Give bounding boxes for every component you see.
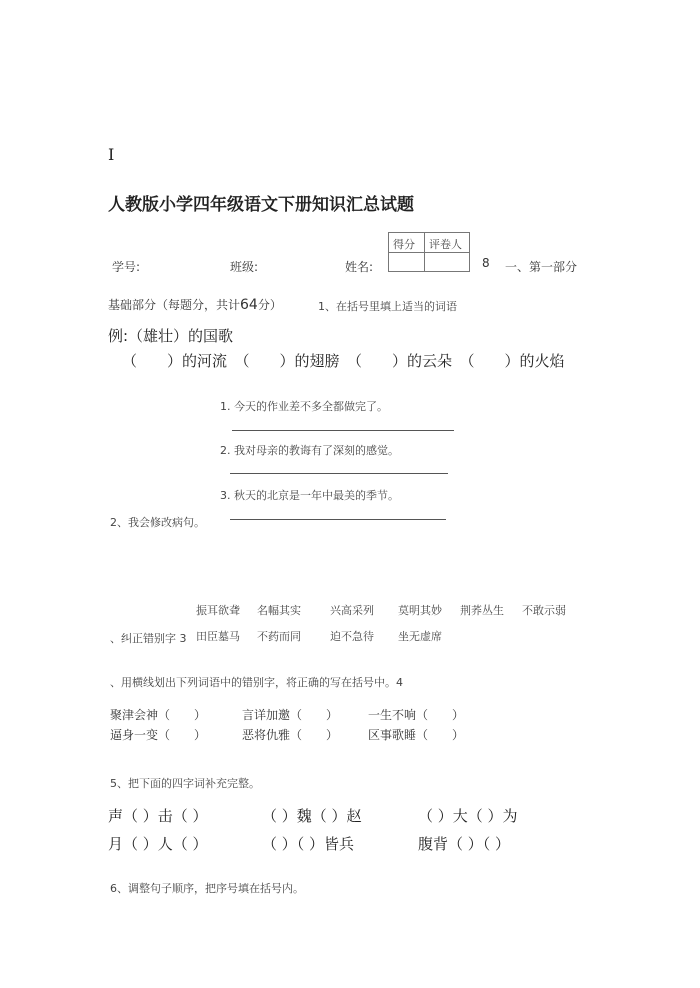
fill-in-row: （ ）的河流 （ ）的翅膀 （ ）的云朵 （ ）的火焰 bbox=[122, 352, 565, 370]
question-4: 、用横线划出下列词语中的错别字，将正确的写在括号中。4 bbox=[110, 676, 403, 689]
score-table-divider bbox=[389, 252, 469, 253]
sentence-1: 1. 今天的作业差不多全都做完了。 bbox=[220, 400, 388, 413]
score-label: 得分 bbox=[393, 238, 415, 251]
question-3: 、纠正错别字 3 bbox=[110, 632, 187, 645]
q4-row2-2: 恶将仇雅（ ） bbox=[242, 728, 339, 742]
grader-label: 评卷人 bbox=[429, 238, 462, 251]
score-table bbox=[388, 232, 470, 272]
question-2: 2、我会修改病句。 bbox=[110, 516, 205, 529]
sentence-2: 2. 我对母亲的教诲有了深刻的感觉。 bbox=[220, 444, 399, 457]
q4-row2-1: 逼身一变（ ） bbox=[110, 728, 207, 742]
basics-tail: 分） bbox=[257, 298, 282, 312]
page-title: 人教版小学四年级语文下册知识汇总试题 bbox=[108, 195, 414, 215]
q4-row1-1: 聚津会神（ ） bbox=[110, 708, 207, 722]
idiom-row2-3: 迫不急待 bbox=[330, 630, 374, 643]
idiom-row1-2: 名幅其实 bbox=[257, 604, 301, 617]
number-8: 8 bbox=[482, 256, 490, 270]
idiom-row1-6: 不敢示弱 bbox=[522, 604, 566, 617]
basics-text: 基础部分（每题分，共计 bbox=[108, 298, 241, 312]
q5-row2-2: （ ）（ ）皆兵 bbox=[262, 835, 355, 853]
q5-row1-3: （ ）大（ ）为 bbox=[418, 807, 518, 825]
question-1: 1、在括号里填上适当的词语 bbox=[318, 300, 457, 313]
student-no-label: 学号: bbox=[112, 260, 141, 274]
question-5: 5、把下面的四字词补充完整。 bbox=[110, 777, 260, 790]
sentence-3: 3. 秋天的北京是一年中最美的季节。 bbox=[220, 489, 399, 502]
idiom-row1-1: 振耳欲聋 bbox=[196, 604, 240, 617]
q5-row1-1: 声（ ）击（ ） bbox=[108, 807, 208, 825]
class-label: 班级: bbox=[230, 260, 259, 274]
idiom-row1-4: 莫明其妙 bbox=[398, 604, 442, 617]
idiom-row2-4: 坐无虚席 bbox=[398, 630, 442, 643]
basics-label bbox=[108, 296, 282, 313]
idiom-row2-1: 田臣墓马 bbox=[196, 630, 240, 643]
idiom-row1-3: 兴高采列 bbox=[330, 604, 374, 617]
q5-row2-3: 腹背（ ）（ ） bbox=[418, 835, 511, 853]
name-label: 姓名: bbox=[345, 260, 374, 274]
question-6: 6、调整句子顺序，把序号填在括号内。 bbox=[110, 882, 304, 895]
q4-row1-3: 一生不响（ ） bbox=[368, 708, 465, 722]
answer-line-3 bbox=[230, 519, 446, 520]
section-mark: I bbox=[108, 145, 115, 164]
answer-line-2 bbox=[230, 473, 448, 474]
idiom-row1-5: 荆荞丛生 bbox=[460, 604, 504, 617]
example-text: 例:（雄壮）的国歌 bbox=[108, 327, 234, 345]
q5-row2-1: 月（ ）人（ ） bbox=[108, 835, 208, 853]
basics-points: 64 bbox=[240, 297, 258, 313]
q5-row1-2: （ ）魏（ ）赵 bbox=[262, 807, 362, 825]
section-one-label: 一、第一部分 bbox=[505, 260, 578, 274]
q4-row1-2: 言详加邀（ ） bbox=[242, 708, 339, 722]
idiom-row2-2: 不药而同 bbox=[257, 630, 301, 643]
q4-row2-3: 区事歌睡（ ） bbox=[368, 728, 465, 742]
answer-line-1 bbox=[232, 430, 454, 431]
